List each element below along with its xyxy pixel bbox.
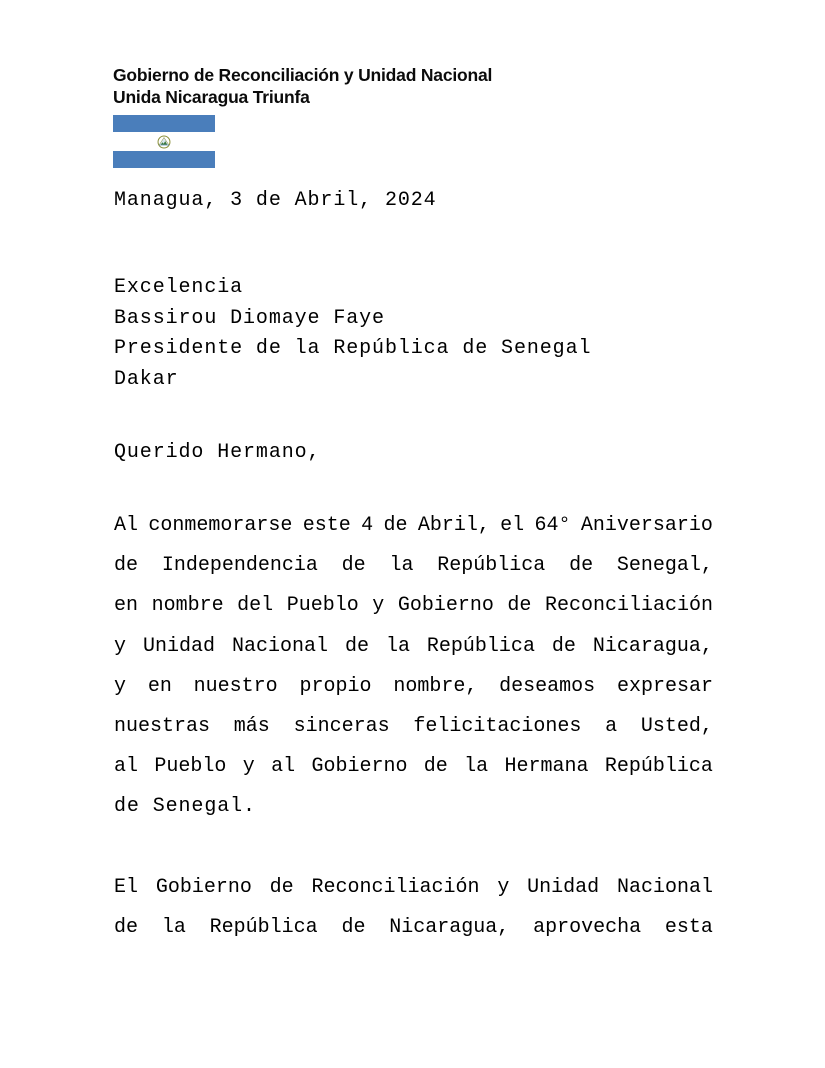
line-word: de <box>269 876 294 899</box>
line-word: Al <box>114 514 139 537</box>
line-word: República <box>604 755 713 779</box>
line-word: Pueblo <box>154 755 227 779</box>
line-word: propio <box>299 674 372 698</box>
line-word: Nicaragua, <box>389 916 510 940</box>
line-word: 64° <box>534 514 571 537</box>
line-word: del <box>237 594 274 618</box>
paragraph-line <box>114 506 713 546</box>
paragraph-line: de Senegal. <box>114 795 256 819</box>
line-word: expresar <box>616 674 713 698</box>
line-word: y <box>114 674 127 698</box>
paragraph-line <box>114 586 713 626</box>
line-word: Gobierno <box>311 755 408 779</box>
line-word: más <box>233 714 270 738</box>
line-word: a <box>605 714 618 738</box>
paragraph-2 <box>114 868 713 948</box>
line-word: el <box>500 514 525 537</box>
line-word: Usted, <box>640 714 713 738</box>
line-word: Hermana <box>504 755 589 779</box>
line-word: Aniversario <box>580 514 713 537</box>
line-word: de <box>341 554 366 578</box>
line-word: Nacional <box>616 876 713 899</box>
line-word: aprovecha <box>533 916 642 940</box>
line-word: 4 <box>361 514 374 537</box>
nicaragua-flag <box>113 115 215 168</box>
line-word: esta <box>664 916 713 940</box>
line-word: la <box>385 634 410 658</box>
line-word: República <box>209 916 318 940</box>
addressee-line-excelencia: Excelencia <box>114 276 244 299</box>
line-word: en <box>114 594 139 618</box>
paragraph-line <box>114 747 713 787</box>
line-word: Senegal, <box>616 554 713 578</box>
letterhead <box>113 64 753 108</box>
line-word: nuestras <box>114 714 211 738</box>
line-word: al <box>114 755 139 779</box>
addressee-line-city: Dakar <box>114 367 179 391</box>
line-word: nuestro <box>193 674 278 698</box>
letterhead-line-2: Unida Nicaragua Triunfa <box>113 87 310 107</box>
line-word: de <box>423 755 448 779</box>
line-word: nombre, <box>393 674 478 698</box>
line-word: Gobierno <box>397 594 494 618</box>
line-word: al <box>271 755 296 779</box>
line-word: de <box>341 916 366 940</box>
line-word: República <box>426 634 535 658</box>
line-word: de <box>569 554 594 578</box>
line-word: la <box>161 916 186 940</box>
addressee-block <box>114 273 754 395</box>
flag-stripe-bottom <box>113 151 215 168</box>
letterhead-line-1: Gobierno de Reconciliación y Unidad Nacional <box>113 65 493 85</box>
line-word: Nacional <box>231 634 328 658</box>
addressee-line-title: Presidente de la República de Senegal <box>114 337 592 360</box>
dateline: Managua, 3 de Abril, 2024 <box>114 189 437 212</box>
paragraph-line <box>114 908 713 948</box>
line-word: y <box>114 634 127 658</box>
paragraph-1 <box>114 506 713 828</box>
line-word: y <box>372 594 385 618</box>
paragraph-line <box>114 667 713 707</box>
line-word: Unidad <box>142 634 215 658</box>
line-word: y <box>497 876 510 899</box>
addressee-line-name: Bassirou Diomaye Faye <box>114 306 385 330</box>
line-word: conmemorarse <box>148 514 293 537</box>
line-word: en <box>147 674 172 698</box>
line-word: El <box>114 876 139 899</box>
line-word: sinceras <box>293 714 390 738</box>
paragraph-line <box>114 707 713 747</box>
paragraph-line <box>114 868 713 908</box>
line-word: Pueblo <box>286 594 359 618</box>
paragraph-line <box>114 546 713 586</box>
line-word: de <box>507 594 532 618</box>
line-word: este <box>302 514 351 537</box>
line-word: nombre <box>151 594 224 618</box>
line-word: de <box>114 554 139 578</box>
line-word: de <box>383 514 408 537</box>
flag-stripe-middle <box>113 132 215 151</box>
line-word: Gobierno <box>155 876 252 899</box>
line-word: Independencia <box>161 554 318 578</box>
line-word: de <box>114 916 139 940</box>
paragraph-line <box>114 627 713 667</box>
nicaragua-coat-of-arms-icon <box>156 133 173 150</box>
line-word: República <box>437 554 546 578</box>
line-word: Abril, <box>417 514 490 537</box>
line-word: la <box>389 554 414 578</box>
line-word: deseamos <box>499 674 596 698</box>
line-word: Reconciliación <box>311 876 480 899</box>
line-word: de <box>551 634 576 658</box>
line-word: y <box>242 755 255 779</box>
salutation: Querido Hermano, <box>114 441 321 464</box>
flag-stripe-top <box>113 115 215 132</box>
line-word: Reconciliación <box>544 594 713 618</box>
line-word: la <box>464 755 489 779</box>
line-word: Unidad <box>527 876 600 899</box>
line-word: de <box>344 634 369 658</box>
line-word: felicitaciones <box>413 714 582 738</box>
line-word: Nicaragua, <box>592 634 713 658</box>
